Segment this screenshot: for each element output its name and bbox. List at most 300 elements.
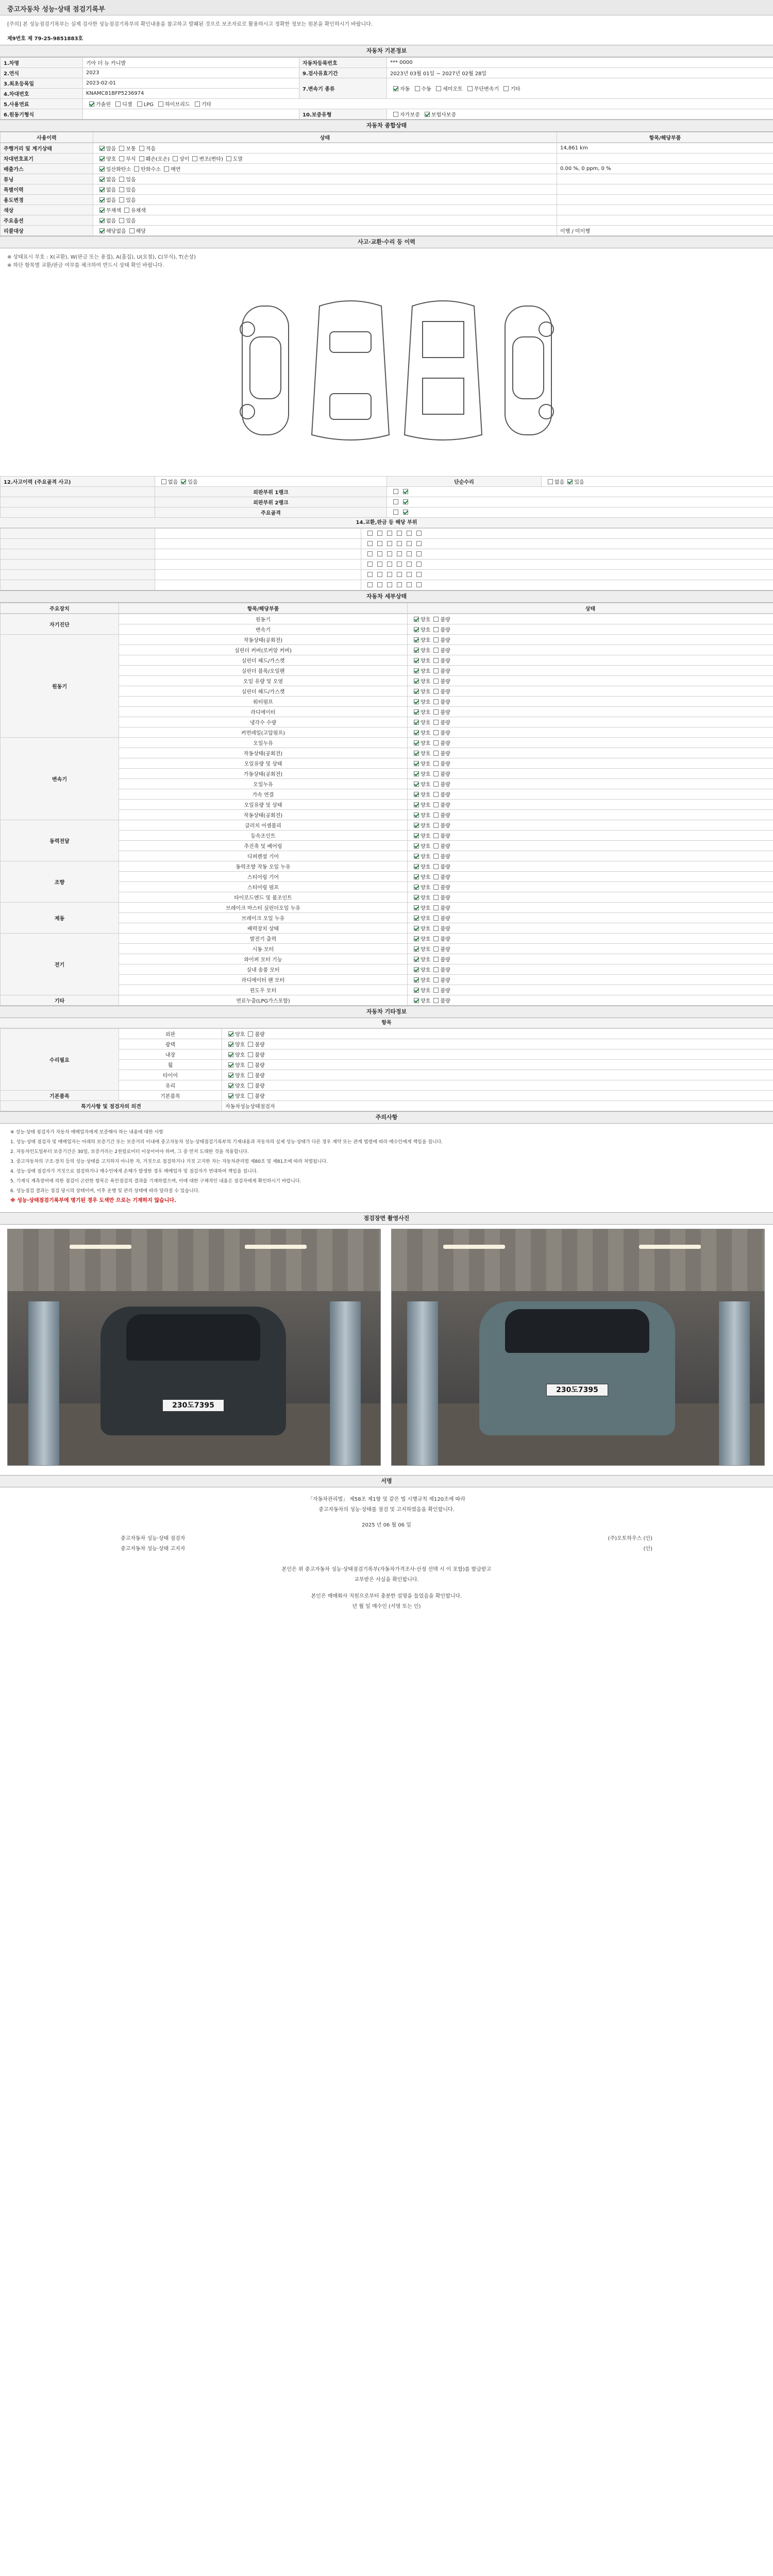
label-fuel: 5.사용연료 (1, 99, 83, 109)
header-cell: 항목/해당부품 (119, 603, 408, 614)
checkbox[interactable] (397, 572, 402, 577)
checkbox[interactable] (416, 562, 422, 567)
value-year: 2023 (83, 68, 299, 78)
checkbox[interactable] (414, 957, 419, 962)
checkbox[interactable] (433, 637, 439, 642)
checkbox[interactable] (433, 823, 439, 828)
checkbox[interactable] (393, 112, 398, 117)
checkbox[interactable] (192, 156, 197, 161)
note-warning: ※ 성능·상태점검기록부에 명기된 경우 도색만 으로는 기재하지 않습니다. (10, 1198, 176, 1204)
checkbox[interactable] (433, 689, 439, 694)
checkbox[interactable] (367, 562, 373, 567)
checkbox[interactable] (119, 156, 124, 161)
checkbox[interactable] (139, 156, 144, 161)
detail-row: 원동기 작동상태(공회전) 양호 불량 (1, 635, 773, 645)
checkbox[interactable] (433, 709, 439, 715)
summary-row: 용도변경 없음 있음 (1, 195, 773, 205)
label-car-name: 1.차명 (1, 58, 83, 68)
checkbox[interactable] (433, 864, 439, 869)
checkbox[interactable] (433, 843, 439, 849)
checkbox[interactable] (248, 1031, 253, 1037)
checkbox[interactable] (228, 1062, 233, 1067)
detail-row: 실린더 헤드/가스켓 양호 불량 (1, 686, 773, 697)
checkbox[interactable] (433, 967, 439, 972)
checkbox[interactable] (433, 905, 439, 910)
checkbox[interactable] (134, 166, 139, 172)
checkbox[interactable] (248, 1042, 253, 1047)
note-line: 4. 성능·상태 점검자가 거짓으로 점검하거나 매수인에게 손해가 발생한 경우 매매업자 및 점검자가 연대하여 책임을 집니다. (10, 1169, 258, 1174)
checkbox[interactable] (416, 572, 422, 577)
checkbox[interactable] (397, 531, 402, 536)
page-title: 중고자동차 성능·상태 점검기록부 (0, 0, 773, 15)
section-notes: 주의사항 (0, 1111, 773, 1124)
checkbox[interactable] (367, 541, 373, 546)
summary-row: 주요옵션 없음 있음 (1, 215, 773, 226)
checkbox[interactable] (99, 146, 105, 151)
section-photos: 점검장면 촬영사진 (0, 1212, 773, 1225)
checkbox[interactable] (158, 101, 163, 107)
checkbox[interactable] (89, 101, 94, 107)
checkbox[interactable] (137, 101, 142, 107)
checkbox[interactable] (367, 582, 373, 587)
label-inspection-period: 9.검사유효기간 (299, 68, 387, 78)
checkbox[interactable] (433, 854, 439, 859)
checkbox[interactable] (226, 156, 231, 161)
checkbox[interactable] (387, 562, 392, 567)
checkbox[interactable] (119, 146, 124, 151)
checkbox[interactable] (387, 531, 392, 536)
checkbox[interactable] (228, 1042, 233, 1047)
detail-row: 실내 송풍 모터 양호 불량 (1, 964, 773, 975)
checkbox[interactable] (393, 510, 398, 515)
detail-row: 가동상태(공회전) 양호 불량 (1, 769, 773, 779)
checkbox[interactable] (433, 916, 439, 921)
label-vin: 4.차대번호 (1, 89, 83, 99)
checkbox[interactable] (414, 885, 419, 890)
checkbox[interactable] (414, 895, 419, 900)
checkbox[interactable] (387, 551, 392, 556)
checkbox[interactable] (415, 86, 420, 91)
checkbox[interactable] (414, 977, 419, 982)
checkbox[interactable] (414, 988, 419, 993)
checkbox[interactable] (407, 562, 412, 567)
inspector-opinion-row: 특기사항 및 점검자의 의견 자동차성능상태점검자 (1, 1101, 773, 1111)
checkbox[interactable] (433, 617, 439, 622)
summary-row: 특별이력 없음 있음 (1, 184, 773, 195)
detail-row: 디퍼렌셜 기어 양호 불량 (1, 851, 773, 861)
detail-row: 타이로드엔드 및 볼조인트 양호 불량 (1, 892, 773, 903)
rank-1-label: 외판부위 1랭크 (155, 487, 387, 497)
detail-row: 스티어링 펌프 양호 불량 (1, 882, 773, 892)
exchange-row (1, 539, 773, 549)
checkbox[interactable] (248, 1083, 253, 1088)
checkbox[interactable] (414, 761, 419, 766)
label-warranty: 10.보증유형 (299, 109, 387, 120)
checkbox[interactable] (433, 874, 439, 879)
checkbox[interactable] (228, 1031, 233, 1037)
detail-row: 커먼레일(고압펌프) 양호 불량 (1, 727, 773, 738)
car-diagram (0, 275, 773, 476)
note-line: 1. 성능·상태 점검자 및 매매업자는 아래의 보증기간 또는 보증거리 이내에 중고자동차 성능·상태점검기록부의 기재내용과 자동차의 실제 성능·상태가 다른 경우 계약 또는 관계 법령에 따라 매수인에게 책임을 집니다. (10, 1140, 443, 1145)
value-inspection-period: 2023년 03월 01일 ~ 2027년 02월 28일 (387, 68, 773, 78)
detail-row: 전기 발전기 출력 양호 불량 (1, 934, 773, 944)
checkbox[interactable] (248, 1073, 253, 1078)
checkbox[interactable] (164, 166, 169, 172)
checkbox[interactable] (407, 582, 412, 587)
checkbox[interactable] (387, 582, 392, 587)
detail-header (0, 603, 773, 614)
checkbox[interactable] (99, 166, 105, 172)
extra-row: 휠 양호 불량 (1, 1060, 773, 1070)
license-plate: 230도7395 (162, 1399, 224, 1412)
checkbox[interactable] (433, 926, 439, 931)
checkbox[interactable] (161, 479, 166, 484)
checkbox[interactable] (403, 510, 408, 515)
basic-info-table (0, 57, 773, 120)
document-number: 제9번호 제 79-25-9851883호 (7, 36, 83, 42)
detail-row: 변속기 오일누유 양호 불량 (1, 738, 773, 748)
section-damage: 사고·교환·수리 등 이력 (0, 236, 773, 248)
detail-row: 동력전달 클러치 어셈블리 양호 불량 (1, 820, 773, 831)
checkbox[interactable] (377, 572, 382, 577)
label-simple-repair: 단순수리 (387, 477, 542, 487)
exchange-table (0, 528, 773, 590)
checkbox[interactable] (407, 541, 412, 546)
checkbox[interactable] (397, 582, 402, 587)
checkbox[interactable] (393, 499, 398, 504)
section-detail: 자동차 세부상태 (0, 590, 773, 603)
checkbox[interactable] (503, 86, 509, 91)
notice-text: [주의] 본 성능점검기록부는 실제 검사한 성능점검기록부의 확인내용을 참고하고 발췌된 것으로 보조자료로 활용하시고 정확한 정보는 원본을 확인하시기 바랍니다. (7, 22, 373, 27)
checkbox[interactable] (548, 479, 553, 484)
checkbox[interactable] (414, 998, 419, 1003)
checkbox[interactable] (397, 541, 402, 546)
label-reg-no: 자동차등록번호 (299, 58, 387, 68)
detail-row: 오일유량 및 상태 양호 불량 (1, 758, 773, 769)
checkbox[interactable] (414, 792, 419, 797)
checkbox[interactable] (433, 833, 439, 838)
exchange-section-title: 14.교환,판금 등 해당 부위 (0, 518, 773, 528)
checkbox[interactable] (99, 197, 105, 202)
exchange-row (1, 580, 773, 590)
checkbox[interactable] (99, 177, 105, 182)
header-cell: 상태 (93, 132, 557, 143)
checkbox[interactable] (414, 751, 419, 756)
checkbox[interactable] (433, 957, 439, 962)
checkbox[interactable] (367, 551, 373, 556)
detail-row: 브레이크 오일 누유 양호 불량 (1, 913, 773, 923)
checkbox[interactable] (416, 541, 422, 546)
detail-row: 실린더 커버(로커암 커버) 양호 불량 (1, 645, 773, 655)
exchange-row (1, 560, 773, 570)
checkbox[interactable] (416, 531, 422, 536)
detail-row: 가속 연결 양호 불량 (1, 789, 773, 800)
checkbox[interactable] (99, 187, 105, 192)
fuel-options: 가솔린 디젤 LPG 하이브리드 기타 (83, 99, 773, 109)
checkbox[interactable] (414, 679, 419, 684)
label-transmission: 7.변속기 종류 (299, 78, 387, 99)
checkbox[interactable] (433, 895, 439, 900)
checkbox[interactable] (119, 177, 124, 182)
detail-row: 작동상태(공회전) 양호 불량 (1, 810, 773, 820)
checkbox[interactable] (414, 802, 419, 807)
checkbox[interactable] (433, 679, 439, 684)
checkbox[interactable] (99, 218, 105, 223)
checkbox[interactable] (414, 926, 419, 931)
summary-row: 배출가스 일산화탄소 탄화수소 매연 0.00 %, 0 ppm, 0 % (1, 164, 773, 174)
checkbox[interactable] (377, 531, 382, 536)
checkbox[interactable] (433, 751, 439, 756)
exchange-row (1, 529, 773, 539)
label-year: 2.연식 (1, 68, 83, 78)
checkbox[interactable] (414, 916, 419, 921)
checkbox[interactable] (414, 967, 419, 972)
checkbox[interactable] (414, 627, 419, 632)
checkbox[interactable] (433, 720, 439, 725)
detail-row: 냉각수 수량 양호 불량 (1, 717, 773, 727)
detail-row: 자기진단 원동기 양호 불량 (1, 614, 773, 624)
checkbox[interactable] (433, 730, 439, 735)
checkbox[interactable] (414, 864, 419, 869)
rank-3-label: 주요골격 (155, 507, 387, 518)
detail-row: 시동 모터 양호 불량 (1, 944, 773, 954)
car-outline-diagram (0, 275, 773, 476)
note-line: 5. 기계식 계측장비에 의한 점검이 곤란한 항목은 육안점검의 결과를 기재하였으며, 이에 대한 구체적인 내용은 점검자에게 확인하시기 바랍니다. (10, 1179, 301, 1184)
checkbox[interactable] (119, 187, 124, 192)
checkbox[interactable] (414, 936, 419, 941)
checkbox[interactable] (567, 479, 573, 484)
extra-row: 내장 양호 불량 (1, 1049, 773, 1060)
checkbox[interactable] (248, 1052, 253, 1057)
detail-row: 라디에이터 양호 불량 (1, 707, 773, 717)
detail-row: 와이퍼 모터 기능 양호 불량 (1, 954, 773, 964)
section-basic-info: 자동차 기본정보 (0, 45, 773, 57)
detail-row: 제동 브레이크 마스터 실린더오일 누유 양호 불량 (1, 903, 773, 913)
checkbox[interactable] (414, 854, 419, 859)
detail-row: 배력장치 상태 양호 불량 (1, 923, 773, 934)
header-cell: 주요장치 (1, 603, 119, 614)
detail-row: 오일 유량 및 오염 양호 불량 (1, 676, 773, 686)
detail-row: 실린더 블록/오일팬 양호 불량 (1, 666, 773, 676)
checkbox[interactable] (228, 1073, 233, 1078)
extra-row: 타이어 양호 불량 (1, 1070, 773, 1080)
photo-area (7, 1229, 766, 1471)
checkbox[interactable] (397, 562, 402, 567)
detail-row: 등속조인트 양호 불량 (1, 831, 773, 841)
checkbox[interactable] (414, 699, 419, 704)
signature-block: 「자동차관리법」 제58조 제1항 및 같은 법 시행규칙 제120조에 따라 중고자동차의 성능·상태를 점검 및 고지하였음을 확인합니다. 2025 년 06 월 06 일 중고자동차 성능·상태 점검자 (주)오토하우스 (인) 중고자동차 성능·상태 고지자 (인) 본인은 위 중고자동차 성능·상태점검기록부(자동차가격조사·산정 선택 시 이 포함)를 발급받고 교부받은 사실을 확인합니다. 본인은 매매회사 직원으로부터 충분한 설명을 들었음을 확인합니다. 년 월 일 매수인 (서명 또는 인) (0, 1487, 773, 1619)
value-car-name: 기아 더 뉴 카니발 (83, 58, 299, 68)
note-line: 6. 성능점검 결과는 점검 당시의 상태이며, 이후 운행 및 관리 상태에 따라 달라질 수 있습니다. (10, 1189, 200, 1194)
checkbox[interactable] (425, 112, 430, 117)
checkbox[interactable] (433, 648, 439, 653)
checkbox[interactable] (407, 572, 412, 577)
extra-head: 항목 (0, 1018, 773, 1028)
extra-row: 수리필요 외판 양호 불량 (1, 1029, 773, 1039)
checkbox[interactable] (99, 228, 105, 233)
checkbox[interactable] (414, 905, 419, 910)
checkbox[interactable] (387, 572, 392, 577)
checkbox[interactable] (124, 208, 129, 213)
checkbox[interactable] (414, 833, 419, 838)
checkbox[interactable] (433, 699, 439, 704)
rank-2-label: 외판부위 2랭크 (155, 497, 387, 507)
damage-legend: ※ 상태표시 부호 : X(교환), W(판금 또는 용접), A(흠집), U(요철), C(부식), T(손상) ※ 하단 항목별 교환/판금 여부를 체크하여 반드시 상태 확인 바랍니다. (7, 255, 196, 268)
checkbox[interactable] (416, 551, 422, 556)
header-cell: 항목/해당부품 (557, 132, 773, 143)
summary-row: 색상 무채색 유채색 (1, 205, 773, 215)
checkbox[interactable] (414, 689, 419, 694)
label-engine-type: 6.원동기형식 (1, 109, 83, 120)
extra-row: 광택 양호 불량 (1, 1039, 773, 1049)
checkbox[interactable] (414, 823, 419, 828)
checkbox[interactable] (433, 782, 439, 787)
detail-row: 워터펌프 양호 불량 (1, 697, 773, 707)
checkbox[interactable] (433, 885, 439, 890)
checkbox[interactable] (248, 1062, 253, 1067)
header-cell: 사용이력 (1, 132, 93, 143)
checkbox[interactable] (433, 936, 439, 941)
checkbox[interactable] (414, 812, 419, 818)
checkbox[interactable] (416, 582, 422, 587)
summary-row: 주행거리 및 계기상태 많음 보통 적음 14,861 km (1, 143, 773, 154)
checkbox[interactable] (433, 792, 439, 797)
checkbox[interactable] (228, 1083, 233, 1088)
checkbox[interactable] (433, 998, 439, 1003)
inspection-photo-front (7, 1229, 381, 1466)
extra-row: 기본품목 기본품목 양호 불량 (1, 1091, 773, 1101)
checkbox[interactable] (377, 551, 382, 556)
checkbox[interactable] (433, 740, 439, 745)
extra-table (0, 1028, 773, 1111)
checkbox[interactable] (414, 874, 419, 879)
checkbox[interactable] (414, 730, 419, 735)
checkbox[interactable] (433, 812, 439, 818)
checkbox[interactable] (377, 541, 382, 546)
checkbox[interactable] (433, 761, 439, 766)
summary-rows (0, 143, 773, 236)
checkbox[interactable] (119, 197, 124, 202)
checkbox[interactable] (433, 977, 439, 982)
inspection-photo-rear (391, 1229, 765, 1466)
checkbox[interactable] (228, 1093, 233, 1098)
checkbox[interactable] (403, 499, 408, 504)
checkbox[interactable] (377, 562, 382, 567)
value-first-reg: 2023-02-01 (83, 78, 299, 89)
checkbox[interactable] (387, 541, 392, 546)
checkbox[interactable] (173, 156, 178, 161)
checkbox[interactable] (414, 946, 419, 952)
checkbox[interactable] (433, 988, 439, 993)
detail-row: 변속기 양호 불량 (1, 624, 773, 635)
header-cell: 상태 (408, 603, 773, 614)
checkbox[interactable] (119, 218, 124, 223)
checkbox[interactable] (414, 648, 419, 653)
detail-row: 오일누유 양호 불량 (1, 779, 773, 789)
section-summary: 자동차 종합상태 (0, 120, 773, 132)
checkbox[interactable] (407, 551, 412, 556)
checkbox[interactable] (129, 228, 135, 233)
summary-row: 차대번호표기 양호 부식 훼손(오손) 상이 변조(변타) 도말 (1, 154, 773, 164)
checkbox[interactable] (414, 740, 419, 745)
detail-table (0, 614, 773, 1006)
exchange-row (1, 549, 773, 560)
checkbox[interactable] (393, 86, 398, 91)
checkbox[interactable] (99, 156, 105, 161)
checkbox[interactable] (414, 720, 419, 725)
checkbox[interactable] (433, 627, 439, 632)
checkbox[interactable] (99, 208, 105, 213)
checkbox[interactable] (248, 1093, 253, 1098)
checkbox[interactable] (115, 101, 121, 107)
detail-row: 라디에이터 팬 모터 양호 불량 (1, 975, 773, 985)
checkbox[interactable] (414, 771, 419, 776)
summary-row: 리콜대상 해당없음 해당 이행 / 미이행 (1, 226, 773, 236)
warranty-options: 자가보증 보험사보증 (387, 109, 773, 120)
detail-row: 윈도우 모터 양호 불량 (1, 985, 773, 995)
section-extra: 자동차 기타정보 (0, 1006, 773, 1018)
checkbox[interactable] (414, 782, 419, 787)
checkbox[interactable] (433, 802, 439, 807)
checkbox[interactable] (407, 531, 412, 536)
checkbox[interactable] (181, 479, 186, 484)
detail-row: 스티어링 기어 양호 불량 (1, 872, 773, 882)
detail-row: 오일유량 및 상태 양호 불량 (1, 800, 773, 810)
checkbox[interactable] (414, 637, 419, 642)
transmission-options: 자동 수동 세미오토 무단변속기 기타 (387, 78, 773, 99)
checkbox[interactable] (377, 582, 382, 587)
summary-row: 튜닝 없음 있음 (1, 174, 773, 184)
checkbox[interactable] (414, 658, 419, 663)
checkbox[interactable] (414, 843, 419, 849)
sign-date: 2025 년 06 월 06 일 (362, 1522, 411, 1528)
checkbox[interactable] (433, 771, 439, 776)
note-line: 2. 자동차인도일부터 보증기간은 30일, 보증거리는 2천킬로미터 이상이어야 하며, 그 중 먼저 도래한 것을 적용합니다. (10, 1149, 249, 1155)
checkbox[interactable] (195, 101, 200, 107)
note-line: 3. 중고자동차의 구조·장치 등의 성능·상태를 고지하지 아니한 자, 거짓으로 점검하거나 거짓 고지한 자는 자동차관리법 제80조 및 제81조에 따라 처벌됩니다. (10, 1159, 328, 1164)
checkbox[interactable] (414, 617, 419, 622)
checkbox[interactable] (228, 1052, 233, 1057)
label-accident: 12.사고이력 (주요골격 사고) (1, 477, 155, 487)
detail-row: 조향 동력조향 작동 오일 누유 양호 불량 (1, 861, 773, 872)
value-reg-no: *** 0000 (387, 58, 773, 68)
checkbox[interactable] (367, 531, 373, 536)
checkbox[interactable] (403, 489, 408, 494)
checkbox[interactable] (414, 709, 419, 715)
checkbox[interactable] (367, 572, 373, 577)
accident-table: 12.사고이력 (주요골격 사고) 없음 있음 단순수리 없음 있음 외판부위 1랭크 외판부위 2랭크 주요골격 (0, 476, 773, 518)
detail-row: 기타 연료누출(LPG가스포함) 양호 불량 (1, 995, 773, 1006)
exchange-row (1, 570, 773, 580)
checkbox[interactable] (414, 668, 419, 673)
checkbox[interactable] (397, 551, 402, 556)
checkbox[interactable] (139, 146, 144, 151)
checkbox[interactable] (467, 86, 473, 91)
detail-row: 실린더 헤드/가스켓 양호 불량 (1, 655, 773, 666)
label-first-reg: 3.최초등록일 (1, 78, 83, 89)
checkbox[interactable] (436, 86, 441, 91)
license-plate: 230도7395 (546, 1384, 608, 1396)
checkbox[interactable] (433, 946, 439, 952)
summary-table (0, 132, 773, 143)
checkbox[interactable] (433, 668, 439, 673)
checkbox[interactable] (393, 489, 398, 494)
note-line: ※ 성능·상태 점검자가 자동차 매매업자에게 보증해야 하는 내용에 대한 사항 (10, 1130, 163, 1135)
detail-row: 작동상태(공회전) 양호 불량 (1, 748, 773, 758)
detail-row: 추진축 및 베어링 양호 불량 (1, 841, 773, 851)
checkbox[interactable] (433, 658, 439, 663)
section-sign: 서명 (0, 1475, 773, 1487)
